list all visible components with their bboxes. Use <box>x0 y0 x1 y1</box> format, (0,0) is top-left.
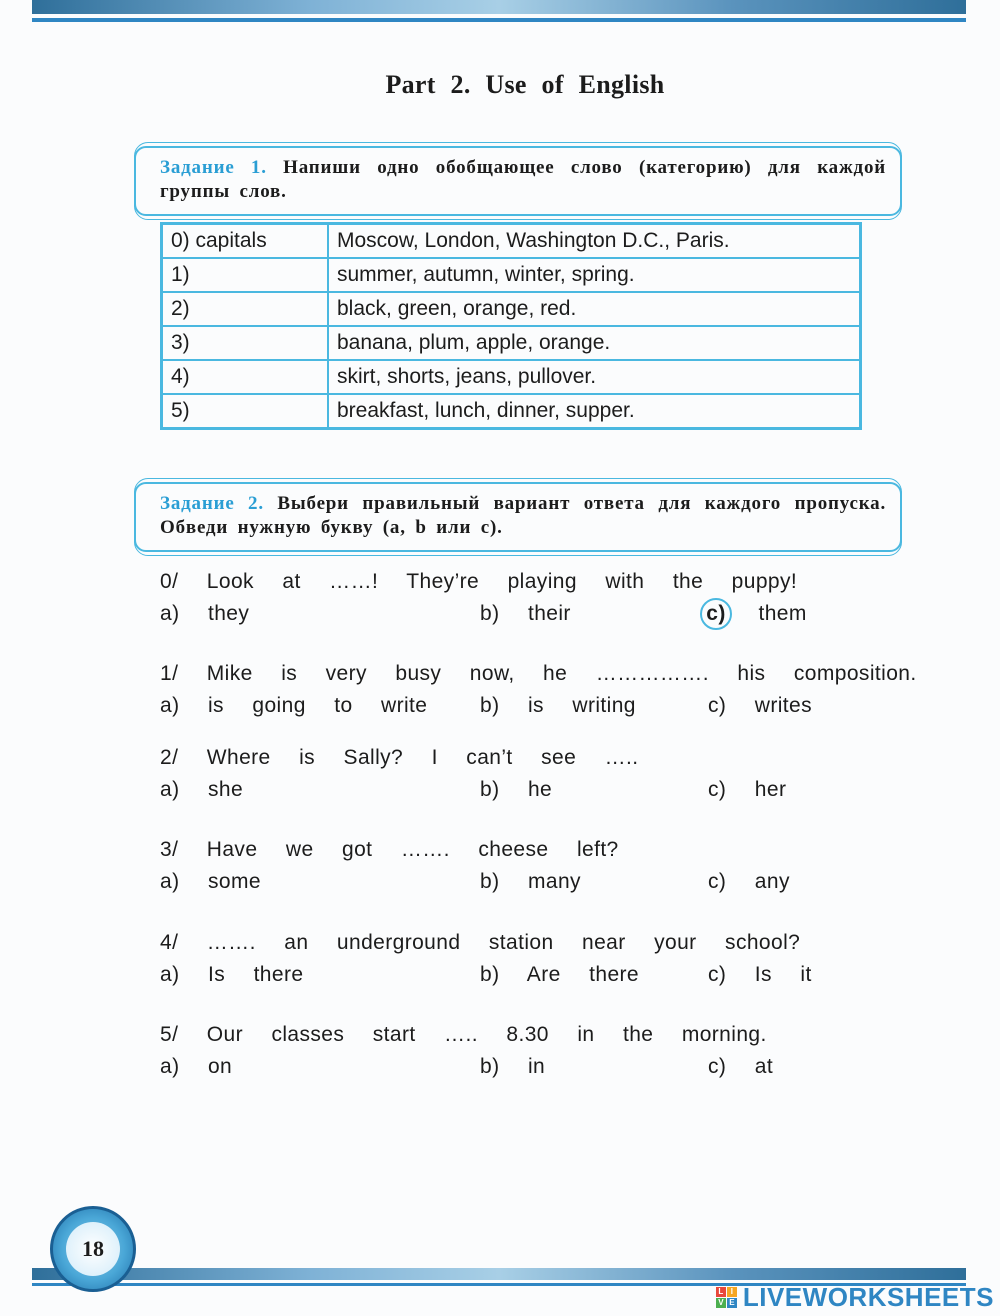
option-text: he <box>527 778 553 801</box>
option-c[interactable] <box>708 690 812 722</box>
option-letter: b) <box>480 694 500 717</box>
option-a[interactable] <box>160 959 303 991</box>
option-text: her <box>754 778 787 801</box>
answer-options <box>160 866 920 898</box>
option-c[interactable] <box>708 774 786 806</box>
option-letter: b) <box>480 778 500 801</box>
question-stem: 4/ ……. an underground station near your school? <box>160 931 801 954</box>
option-a[interactable] <box>160 774 243 806</box>
option-a[interactable] <box>160 1051 232 1083</box>
page-title: Part 2. Use of English <box>385 70 665 99</box>
answer-options <box>160 690 920 722</box>
option-b[interactable] <box>480 866 581 898</box>
liveworksheets-wordmark: LIVEWORKSHEETS <box>742 1281 994 1312</box>
logo-letter: E <box>727 1298 737 1308</box>
option-letter: c) <box>708 963 727 986</box>
option-c[interactable] <box>708 1051 773 1083</box>
answer-options <box>160 1051 920 1083</box>
option-b[interactable] <box>480 959 639 991</box>
circled-answer-marker: c) <box>700 598 732 630</box>
word-group-cell: black, green, orange, red. <box>328 292 861 326</box>
option-letter: a) <box>160 694 180 717</box>
option-text: writes <box>754 694 813 717</box>
option-letter: a) <box>160 1055 180 1078</box>
option-letter: c) <box>708 694 727 717</box>
bottom-decorative-band <box>32 1268 966 1280</box>
table-row <box>162 326 861 360</box>
option-letter: a) <box>160 778 180 801</box>
task-1-instruction-box <box>134 146 902 216</box>
logo-letter: L <box>716 1287 726 1297</box>
option-letter: b) <box>480 602 500 625</box>
word-groups-table <box>160 222 862 430</box>
row-number-cell[interactable]: 5) <box>162 394 329 429</box>
question-5 <box>160 1019 920 1083</box>
option-text: Are there <box>526 963 640 986</box>
task-1-label: Задание 1. <box>160 157 267 178</box>
option-text: on <box>207 1055 233 1078</box>
table-row <box>162 360 861 394</box>
option-text: in <box>527 1055 546 1078</box>
word-group-cell: skirt, shorts, jeans, pullover. <box>328 360 861 394</box>
task-1-text: Напиши одно обобщающее слово (категорию) для каждой группы слов. <box>160 157 887 202</box>
option-letter: a) <box>160 870 180 893</box>
option-text: they <box>207 602 250 625</box>
answer-options <box>160 774 920 806</box>
question-4 <box>160 927 920 991</box>
option-text: them <box>758 602 807 625</box>
option-text: at <box>754 1055 774 1078</box>
option-letter: c) <box>708 778 727 801</box>
page-number: 18 <box>66 1222 120 1276</box>
question-2 <box>160 742 920 806</box>
option-text: their <box>527 602 571 625</box>
option-text: is writing <box>527 694 636 717</box>
option-c[interactable] <box>708 866 790 898</box>
row-number-cell[interactable]: 3) <box>162 326 329 360</box>
task-2-text: Выбери правильный вариант ответа для каждого пропуска. Обведи нужную букву (a, b или c). <box>160 493 887 538</box>
table-row <box>162 394 861 429</box>
row-number-cell[interactable]: 1) <box>162 258 329 292</box>
option-b[interactable] <box>480 690 636 722</box>
option-b[interactable] <box>480 1051 545 1083</box>
word-group-cell: Moscow, London, Washington D.C., Paris. <box>328 224 861 259</box>
question-stem: 2/ Where is Sally? I can’t see ….. <box>160 746 639 769</box>
option-text: Is it <box>754 963 812 986</box>
table-row <box>162 292 861 326</box>
question-1 <box>160 658 920 722</box>
logo-letter: I <box>727 1287 737 1297</box>
option-text: she <box>207 778 244 801</box>
word-group-cell: banana, plum, apple, orange. <box>328 326 861 360</box>
option-c-circled <box>708 598 807 630</box>
question-stem: 5/ Our classes start ….. 8.30 in the morning. <box>160 1023 767 1046</box>
logo-letter: V <box>716 1298 726 1308</box>
question-3 <box>160 834 920 898</box>
option-a <box>160 598 249 630</box>
word-group-cell: summer, autumn, winter, spring. <box>328 258 861 292</box>
answer-options <box>160 598 920 630</box>
answer-options <box>160 959 920 991</box>
question-0 <box>160 566 920 630</box>
table-row <box>162 258 861 292</box>
page-number-badge <box>50 1206 136 1292</box>
task-2-instruction-box <box>134 482 902 552</box>
row-number-cell[interactable]: 2) <box>162 292 329 326</box>
option-a[interactable] <box>160 690 427 722</box>
liveworksheets-mark-icon <box>716 1287 737 1308</box>
word-group-cell: breakfast, lunch, dinner, supper. <box>328 394 861 429</box>
liveworksheets-logo <box>716 1283 994 1311</box>
top-divider-line <box>32 18 966 22</box>
option-letter: c) <box>708 1055 727 1078</box>
question-stem: 1/ Mike is very busy now, he ……………. his composition. <box>160 662 917 685</box>
option-letter: b) <box>480 1055 500 1078</box>
option-b <box>480 598 571 630</box>
option-text: Is there <box>207 963 304 986</box>
question-stem: 3/ Have we got ……. cheese left? <box>160 838 619 861</box>
option-b[interactable] <box>480 774 552 806</box>
option-letter: b) <box>480 870 500 893</box>
table-row <box>162 224 861 259</box>
option-c[interactable] <box>708 959 812 991</box>
option-letter: a) <box>160 963 180 986</box>
row-number-cell[interactable]: 4) <box>162 360 329 394</box>
option-text: some <box>207 870 261 893</box>
option-letter: c) <box>708 870 727 893</box>
option-text: many <box>527 870 581 893</box>
option-text: is going to write <box>207 694 428 717</box>
option-a[interactable] <box>160 866 261 898</box>
top-decorative-band <box>32 0 966 14</box>
question-stem: 0/ Look at ……! They’re playing with the puppy! <box>160 570 798 593</box>
option-letter: b) <box>480 963 500 986</box>
task-2-label: Задание 2. <box>160 493 264 514</box>
row-number-cell: 0) capitals <box>162 224 329 259</box>
option-letter: a) <box>160 602 180 625</box>
option-text: any <box>754 870 790 893</box>
